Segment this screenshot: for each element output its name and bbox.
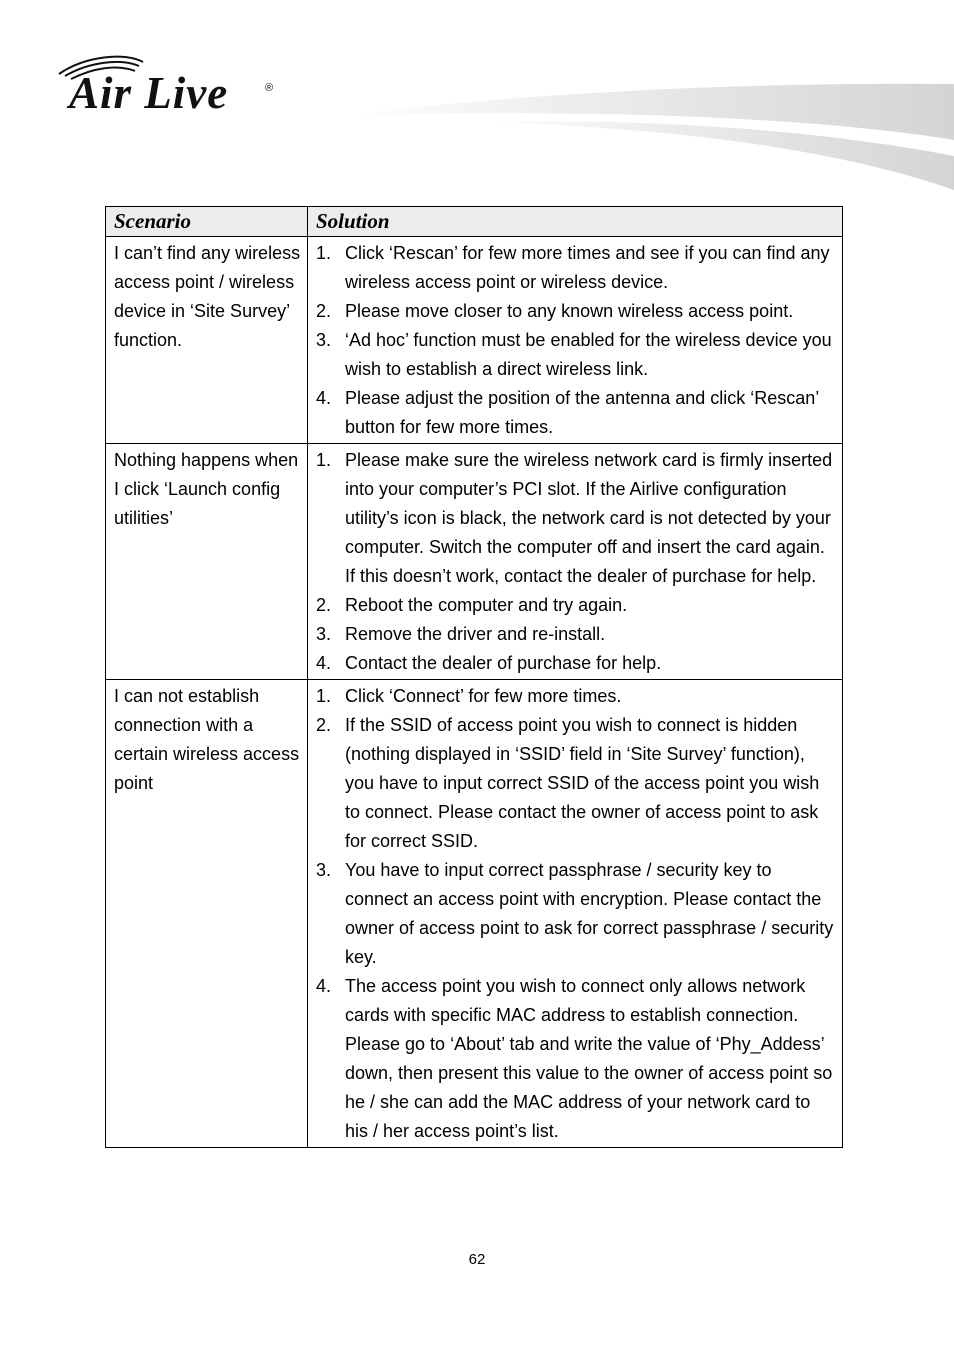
scenario-cell: Nothing happens when I click ‘Launch config utilities’	[106, 444, 308, 680]
solution-cell	[308, 444, 843, 680]
solution-list	[316, 239, 838, 442]
list-item	[316, 682, 838, 711]
item-number: 1.	[316, 450, 332, 470]
page-number: 62	[468, 1251, 486, 1268]
item-number: 4.	[316, 653, 332, 673]
solution-cell	[308, 680, 843, 1148]
item-text: Reboot the computer and try again.	[345, 595, 628, 615]
item-number: 4.	[316, 388, 332, 408]
scenario-cell: I can’t find any wireless access point / wireless device in ‘Site Survey’ function.	[106, 237, 308, 444]
table-row	[106, 444, 843, 680]
registered-mark: ®	[265, 82, 274, 94]
solution-list	[316, 446, 838, 678]
item-text: ‘Ad hoc’ function must be enabled for the wireless device you wish to establish a direct wireless link.	[345, 330, 832, 379]
list-item	[316, 384, 838, 442]
airlive-logo	[55, 52, 285, 122]
scenario-cell: I can not establish connection with a certain wireless access point	[106, 680, 308, 1148]
list-item	[316, 446, 838, 591]
item-text: Please move closer to any known wireless access point.	[345, 301, 794, 321]
list-item	[316, 649, 838, 678]
item-number: 4.	[316, 976, 332, 996]
item-text: The access point you wish to connect only allows network cards with specific MAC address to establish connection. Please go to ‘About’ tab and write the value of ‘Phy_Addess’ down, then present this value to the owner of access point so he / she can add the MAC address of your network card to his / her access point’s list.	[345, 976, 833, 1141]
item-number: 2.	[316, 595, 332, 615]
list-item	[316, 972, 838, 1146]
list-item	[316, 326, 838, 384]
logo-text: Air Live	[69, 68, 229, 118]
table-row	[106, 680, 843, 1148]
item-number: 1.	[316, 243, 332, 263]
item-number: 1.	[316, 686, 332, 706]
item-number: 2.	[316, 715, 332, 735]
list-item	[316, 856, 838, 972]
list-item	[316, 711, 838, 856]
solution-list	[316, 682, 838, 1146]
item-text: Click ‘Rescan’ for few more times and see if you can find any wireless access point or wireless device.	[345, 243, 830, 292]
column-header-solution: Solution	[308, 207, 843, 237]
list-item	[316, 591, 838, 620]
item-text: Remove the driver and re-install.	[345, 624, 606, 644]
list-item	[316, 239, 838, 297]
table-header-row	[106, 207, 843, 237]
table-row	[106, 237, 843, 444]
item-number: 3.	[316, 624, 332, 644]
column-header-scenario: Scenario	[106, 207, 308, 237]
item-text: Contact the dealer of purchase for help.	[345, 653, 662, 673]
list-item	[316, 620, 838, 649]
item-text: You have to input correct passphrase / security key to connect an access point with encryption. Please contact the owner of access point to ask for correct passphrase / security key.	[345, 860, 834, 967]
solution-cell	[308, 237, 843, 444]
item-number: 3.	[316, 330, 332, 350]
item-text: Please adjust the position of the antenna and click ‘Rescan’ button for few more times.	[345, 388, 819, 437]
item-number: 3.	[316, 860, 332, 880]
troubleshooting-table	[105, 206, 843, 1148]
item-number: 2.	[316, 301, 332, 321]
list-item	[316, 297, 838, 326]
item-text: If the SSID of access point you wish to connect is hidden (nothing displayed in ‘SSID’ field in ‘Site Survey’ function), you have to input correct SSID of the access point you wish to connect. Please contact the owner of access point to ask for correct SSID.	[345, 715, 820, 851]
item-text: Please make sure the wireless network card is firmly inserted into your computer’s PCI slot. If the Airlive configuration utility’s icon is black, the network card is not detected by your computer. Switch the computer off and insert the card again. If this doesn’t work, contact the dealer of purchase for help.	[345, 450, 833, 586]
item-text: Click ‘Connect’ for few more times.	[345, 686, 622, 706]
